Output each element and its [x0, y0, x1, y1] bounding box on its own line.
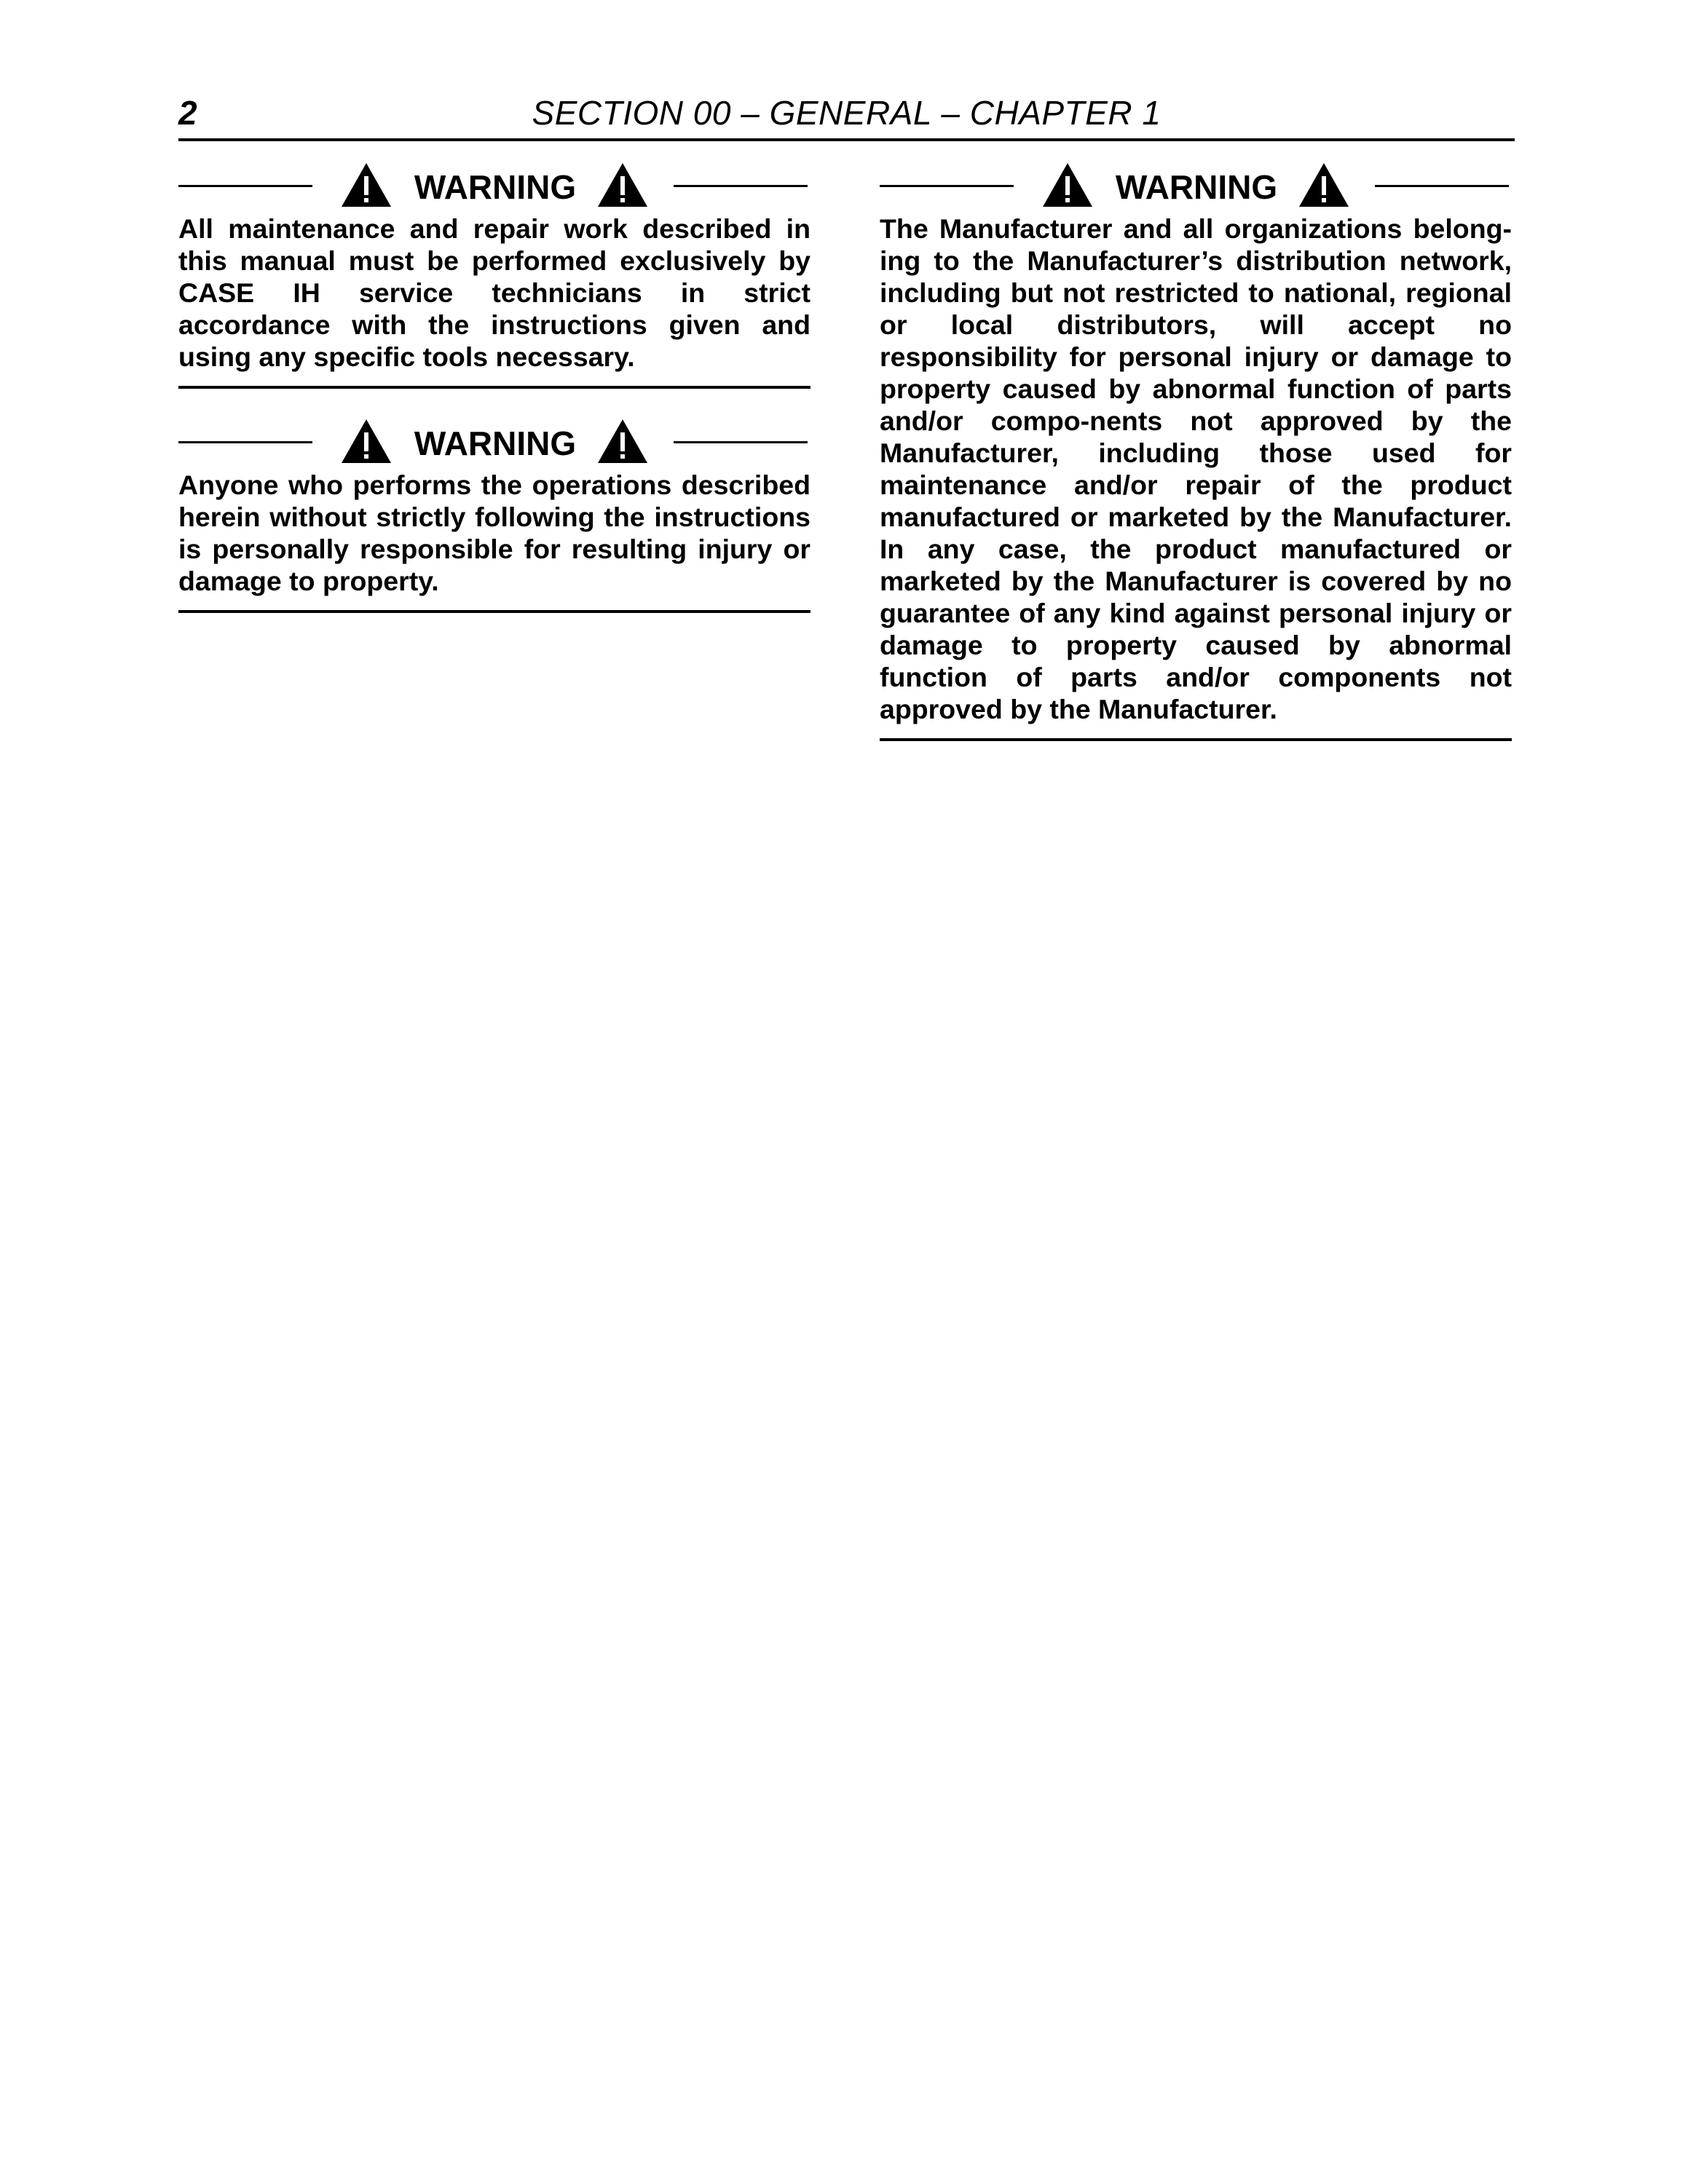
warning-text: The Manufacturer and all organizations belong-ing to the Manufacturer’s distribution network, including but not restricted to national, regional or local distributors, will accept no responsibility for personal injury or damage to property caused by abnormal function of parts and/or compo-nents not approved by the Manufacturer, including those used for maintenance and/or repair of the product manufactured or marketed by the Manufacturer. In any case, the product manufactured or marketed by the Manufacturer is covered by no guarantee of any kind against personal injury or damage to property caused by abnormal function of parts and/or components not approved by the Manufacturer.	[880, 211, 1512, 741]
heading-rule	[178, 185, 312, 187]
warning-label: WARNING	[1115, 168, 1278, 206]
warning-triangle-icon	[1298, 162, 1350, 208]
page-title: SECTION 00 – GENERAL – CHAPTER 1	[532, 94, 1162, 132]
heading-rule	[1375, 185, 1509, 187]
heading-rule	[880, 185, 1014, 187]
warning-block	[178, 160, 811, 389]
warning-triangle-icon	[596, 418, 649, 464]
heading-rule	[178, 441, 312, 443]
warning-text: All maintenance and repair work described in this manual must be performed exclusively by CASE IH service technicians in strict accordance with the instructions given and using any specific tools necessary.	[178, 211, 811, 389]
warning-label: WARNING	[414, 424, 577, 462]
warning-heading	[178, 416, 811, 467]
page-header	[178, 90, 1515, 141]
warning-triangle-icon	[1041, 162, 1094, 208]
warning-text: Anyone who performs the operations described herein without strictly following the instructions is personally responsible for resulting injury or damage to property.	[178, 467, 811, 613]
warning-triangle-icon	[596, 162, 649, 208]
warning-triangle-icon	[340, 418, 393, 464]
warning-block	[178, 416, 811, 613]
warning-label: WARNING	[414, 168, 577, 206]
page-number: 2	[178, 94, 197, 132]
warning-triangle-icon	[340, 162, 393, 208]
warning-block	[880, 160, 1512, 741]
heading-rule	[674, 185, 808, 187]
heading-rule	[674, 441, 808, 443]
warning-heading	[880, 160, 1512, 211]
warning-heading	[178, 160, 811, 211]
